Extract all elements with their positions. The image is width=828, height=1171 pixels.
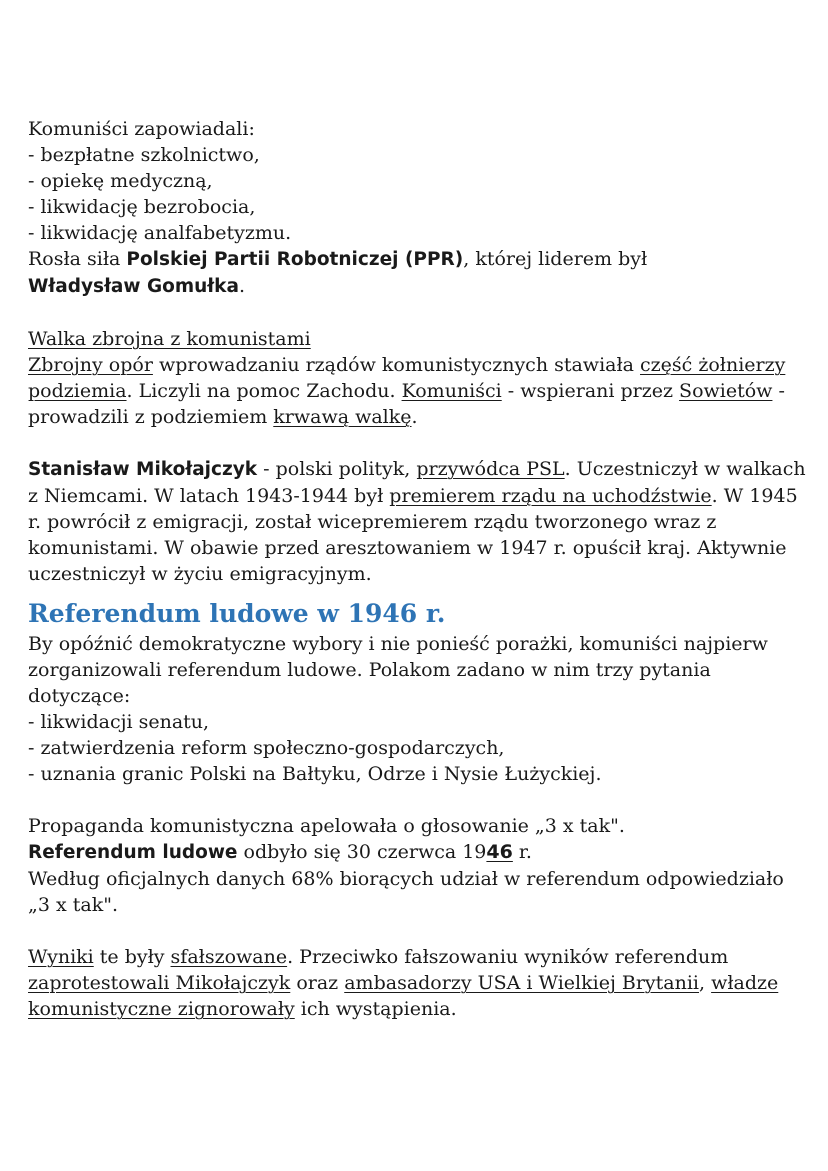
promises-intro: Komuniści zapowiadali: bbox=[28, 118, 255, 140]
section-referendum bbox=[28, 631, 808, 787]
ppr-paragraph: Rosła siła Polskiej Partii Robotniczej (PPR), której liderem był Władysław Gomułka. bbox=[28, 248, 648, 297]
referendum-date: Referendum ludowe odbyło się 30 czerwca 1946 r. bbox=[28, 841, 532, 863]
section-promises bbox=[28, 116, 808, 300]
official-results: Według oficjalnych danych 68% biorących udział w referendum odpowiedziało „3 x tak". bbox=[28, 868, 784, 916]
leader-name: Władysław Gomułka bbox=[28, 276, 239, 297]
ppr-name: Polskiej Partii Robotniczej (PPR) bbox=[126, 249, 464, 270]
list-item: - zatwierdzenia reform społeczno-gospodarczych, bbox=[28, 737, 505, 759]
list-item: - likwidację bezrobocia, bbox=[28, 196, 256, 218]
list-item: - opiekę medyczną, bbox=[28, 170, 213, 192]
document-page bbox=[28, 116, 808, 1022]
list-item: - likwidacji senatu, bbox=[28, 711, 210, 733]
section-title: Walka zbrojna z komunistami bbox=[28, 328, 311, 350]
referendum-heading: Referendum ludowe w 1946 r. bbox=[28, 599, 446, 628]
section-armed-struggle bbox=[28, 326, 808, 430]
results-paragraph: Wyniki te były sfałszowane. Przeciwko fałszowaniu wyników referendum zaprotestowali Mikołajczyk oraz ambasadorzy USA i Wielkiej Brytanii, władze komunistyczne zignorowały ich wystąpienia. bbox=[28, 946, 779, 1020]
propaganda-line: Propaganda komunistyczna apelowała o głosowanie „3 x tak". bbox=[28, 815, 625, 837]
section-propaganda bbox=[28, 813, 808, 918]
referendum-intro: By opóźnić demokratyczne wybory i nie ponieść porażki, komuniści najpierw zorganizowali referendum ludowe. Polakom zadano w nim trzy pytania dotyczące: bbox=[28, 633, 768, 707]
section-results bbox=[28, 944, 808, 1022]
armed-struggle-paragraph: Zbrojny opór wprowadzaniu rządów komunistycznych stawiała część żołnierzy podziemia. Liczyli na pomoc Zachodu. Komuniści - wspierani przez Sowietów - prowadzili z podziemiem krwawą walkę. bbox=[28, 354, 786, 428]
mikolajczyk-paragraph: Stanisław Mikołajczyk - polski polityk, przywódca PSL. Uczestniczył w walkach z Niemcami. W latach 1943-1944 był premierem rządu na uchodźstwie. W 1945 r. powrócił z emigracji, został wicepremierem rządu tworzonego wraz z komunistami. W obawie przed aresztowaniem w 1947 r. opuścił kraj. Aktywnie uczestniczył w życiu emigracyjnym. bbox=[28, 458, 806, 585]
list-item: - likwidację analfabetyzmu. bbox=[28, 222, 292, 244]
person-name: Stanisław Mikołajczyk bbox=[28, 459, 258, 480]
list-item: - uznania granic Polski na Bałtyku, Odrze i Nysie Łużyckiej. bbox=[28, 763, 602, 785]
list-item: - bezpłatne szkolnictwo, bbox=[28, 144, 260, 166]
section-mikolajczyk bbox=[28, 456, 808, 587]
